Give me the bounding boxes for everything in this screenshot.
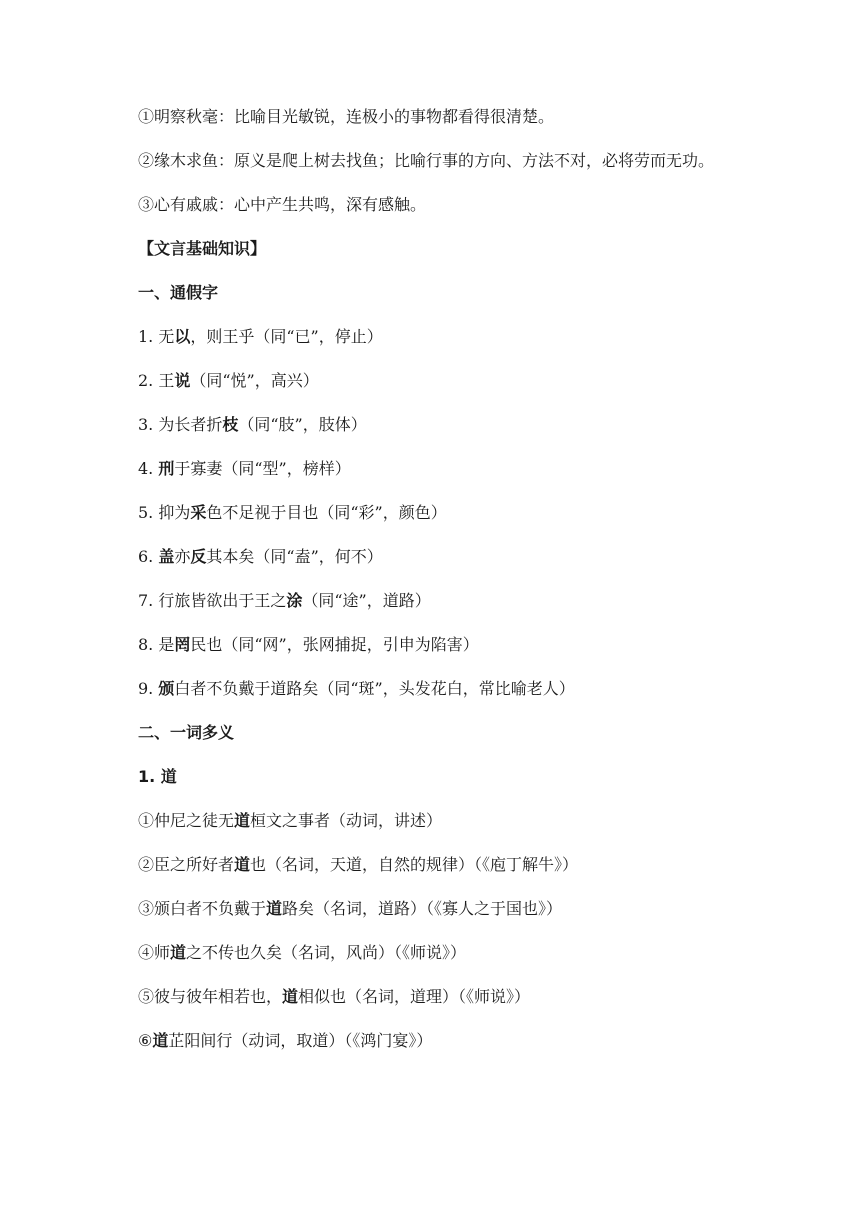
polysemy-item: ①仲尼之徒无道桓文之事者（动词，讲述）: [138, 811, 443, 830]
idiom-line-3: ③心有戚戚：心中产生共鸣，深有感触。: [138, 195, 427, 214]
yicipoyi-heading: 二、一词多义: [138, 723, 235, 742]
section-title: 【文言基础知识】: [138, 239, 267, 258]
idiom-line-1: ①明察秋毫：比喻目光敏锐，连极小的事物都看得很清楚。: [138, 107, 555, 126]
tongjiazi-item: 7. 行旅皆欲出于王之涂（同“途”，道路）: [138, 591, 431, 610]
polysemy-item: ⑤彼与彼年相若也，道相似也（名词，道理）（《师说》）: [138, 987, 531, 1006]
tongjiazi-item: 1. 无以，则王乎（同“已”，停止）: [138, 327, 383, 346]
tongjiazi-item: 2. 王说（同“悦”，高兴）: [138, 371, 319, 390]
tongjiazi-item: 8. 是罔民也（同“网”，张网捕捉，引申为陷害）: [138, 635, 479, 654]
polysemy-item: ②臣之所好者道也（名词，天道，自然的规律）（《庖丁解牛》）: [138, 855, 579, 874]
tongjiazi-item: 3. 为长者折枝（同“肢”，肢体）: [138, 415, 367, 434]
word-heading-dao: 1. 道: [138, 767, 177, 786]
tongjiazi-item: 5. 抑为采色不足视于目也（同“彩”，颜色）: [138, 503, 447, 522]
tongjiazi-item: 6. 盖亦反其本矣（同“盍”，何不）: [138, 547, 383, 566]
idiom-line-2: ②缘木求鱼：原义是爬上树去找鱼；比喻行事的方向、方法不对，必将劳而无功。: [138, 151, 715, 170]
tongjiazi-item: 4. 刑于寡妻（同“型”，榜样）: [138, 459, 351, 478]
polysemy-item: ③颁白者不负戴于道路矣（名词，道路）（《寡人之于国也》）: [138, 899, 563, 918]
tongjiazi-heading: 一、通假字: [138, 283, 219, 302]
tongjiazi-item: 9. 颁白者不负戴于道路矣（同“斑”，头发花白，常比喻老人）: [138, 679, 575, 698]
polysemy-item: ⑥道芷阳间行（动词，取道）（《鸿门宴》）: [138, 1031, 433, 1050]
polysemy-item: ④师道之不传也久矣（名词，风尚）（《师说》）: [138, 943, 467, 962]
document-page: [138, 104, 738, 1054]
